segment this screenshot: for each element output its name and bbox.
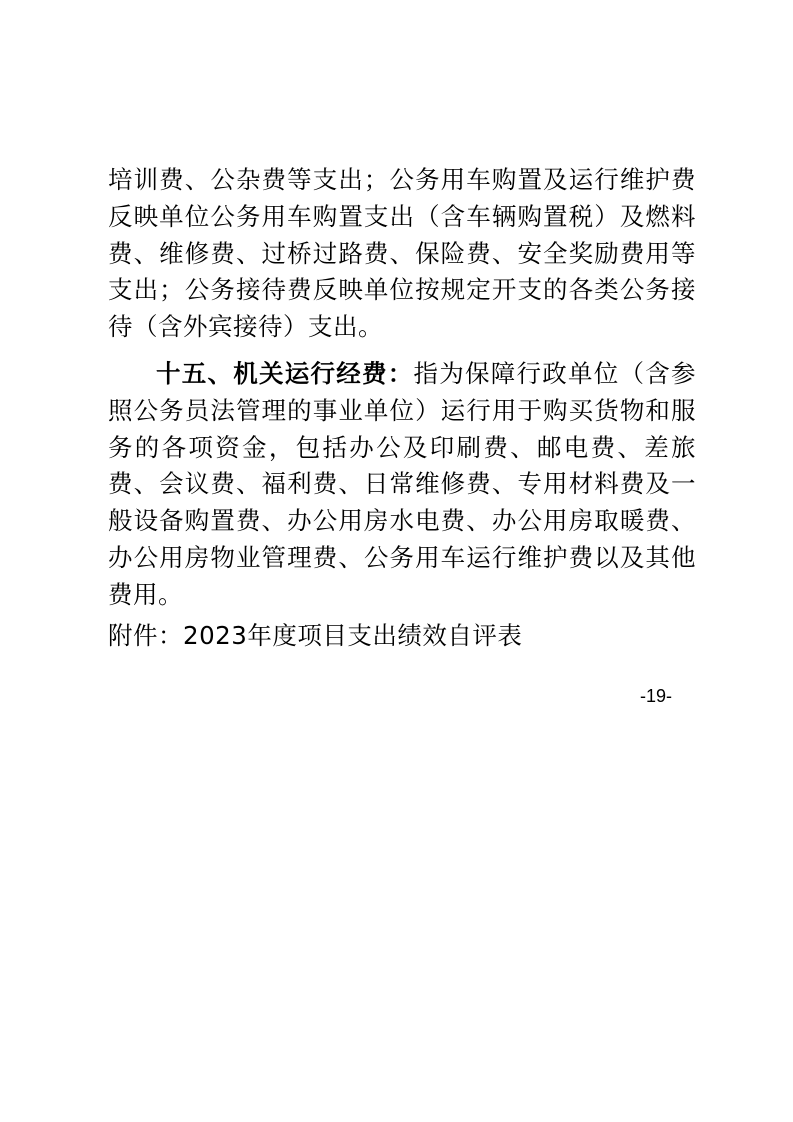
- paragraph-text: 培训费、公杂费等支出；公务用车购置及运行维护费反映单位公务用车购置支出（含车辆购置税）及燃料费、维修费、过桥过路费、保险费、安全奖励费用等支出；公务接待费反映单位按规定开支的各类公务接待（含外宾接待）支出。: [108, 165, 696, 342]
- attachment-line: 附件：2023年度项目支出绩效自评表: [108, 621, 523, 650]
- section-term: 十五、机关运行经费：: [156, 359, 414, 388]
- paragraph-text: 指为保障行政单位（含参照公务员法管理的事业单位）运行用于购买货物和服务的各项资金，包括办公及印刷费、邮电费、差旅费、会议费、福利费、日常维修费、专用材料费及一般设备购置费、办公用房水电费、办公用房取暖费、办公用房物业管理费、公务用车运行维护费以及其他费用。: [108, 359, 696, 609]
- page-number: -19-: [640, 686, 673, 706]
- paragraph-office-operating-expenses: [108, 356, 696, 614]
- paragraph-expense-description: [108, 162, 696, 346]
